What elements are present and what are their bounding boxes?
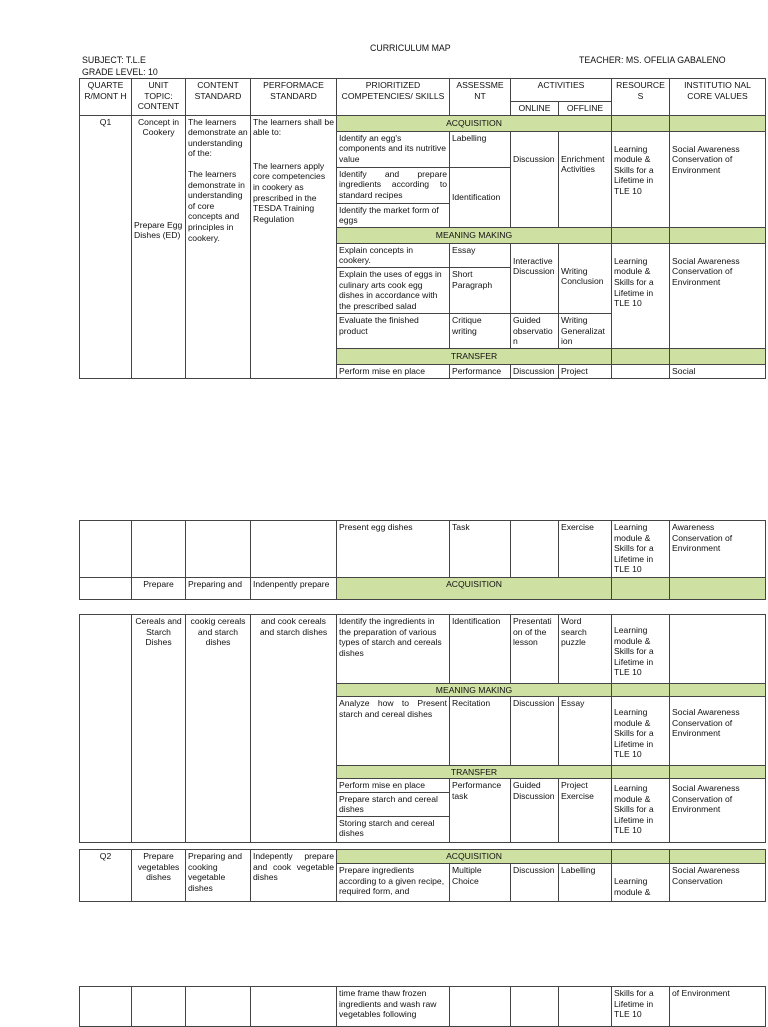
offline-activity-cell: Word search puzzle — [559, 615, 612, 684]
stage-band-fill — [670, 766, 766, 779]
stage-band-fill — [612, 227, 670, 243]
competency-cell: Storing starch and cereal dishes — [337, 816, 450, 842]
resources-cell — [612, 364, 670, 378]
core-values-cell: Social Awareness Conservation — [670, 864, 766, 902]
core-values-cell: Social Awareness Conservation of Environment — [670, 243, 766, 348]
col-header-assessment: ASSESSME NT — [450, 79, 511, 116]
assessment-cell: Critique writing — [450, 313, 511, 348]
resources-cell: Learning module & Skills for a Lifetime in TLE 10 — [612, 521, 670, 578]
stage-band-acquisition: ACQUISITION — [337, 115, 612, 131]
online-activity-cell — [511, 987, 559, 1027]
content-standard-cell: Preparing and — [186, 578, 251, 600]
col-header-competencies: PRIORITIZED COMPETENCIES/ SKILLS — [337, 79, 450, 116]
assessment-cell — [450, 987, 511, 1027]
grade-level-label: GRADE LEVEL: 10 — [82, 67, 158, 77]
online-activity-cell: Discussion — [511, 697, 559, 766]
col-header-quarter: QUARTE R/MONT H — [80, 79, 132, 116]
performance-standard-cell — [251, 115, 337, 378]
resources-cell: Learning module & Skills for a Lifetime in TLE 10 — [612, 779, 670, 843]
content-standard-cell — [186, 115, 251, 378]
teacher-label: TEACHER: MS. OFELIA GABALENO — [579, 55, 726, 65]
col-header-core-values: INSTITUTIO NAL CORE VALUES — [670, 79, 766, 116]
unit-topic-egg-dishes: Prepare Egg Dishes (ED) — [134, 219, 183, 241]
unit-topic-cell: Prepare vegetables dishes — [132, 850, 186, 902]
competency-cell: Identify the market form of eggs — [337, 203, 450, 227]
online-activity-cell — [511, 521, 559, 578]
col-header-performance-standard: PERFORMACE STANDARD — [251, 79, 337, 116]
stage-band-fill — [612, 766, 670, 779]
competency-cell: Explain concepts in cookery. — [337, 243, 450, 267]
assessment-cell: Recitation — [450, 697, 511, 766]
quarter-cell: Q1 — [80, 115, 132, 378]
content-standard-intro: The learners demonstrate an understanding of the: — [188, 116, 248, 159]
competency-cell: Identify the ingredients in the preparation of various types of starch and cereals dishes — [337, 615, 450, 684]
assessment-cell: Labelling — [450, 131, 511, 167]
col-header-offline: OFFLINE — [559, 102, 612, 116]
assessment-cell: Identification — [450, 615, 511, 684]
assessment-cell: Task — [450, 521, 511, 578]
assessment-cell: Multiple Choice — [450, 864, 511, 902]
assessment-cell: Performance task — [450, 779, 511, 843]
core-values-cell: Social Awareness Conservation of Environment — [670, 697, 766, 766]
stage-band-acquisition: ACQUISITION — [337, 850, 612, 864]
quarter-cell: Q2 — [80, 850, 132, 902]
competency-cell: time frame thaw frozen ingredients and wash raw vegetables following — [337, 987, 450, 1027]
competency-cell: Perform mise en place — [337, 364, 450, 378]
stage-band-fill — [612, 348, 670, 364]
stage-band-transfer: TRANSFER — [337, 348, 612, 364]
col-header-online: ONLINE — [511, 102, 559, 116]
stage-band-acquisition: ACQUISITION — [337, 578, 612, 600]
content-standard-body: The learners demonstrate in understanding of core concepts and principles in cookery. — [188, 168, 245, 243]
offline-activity-cell: Essay — [559, 697, 612, 766]
competency-cell: Identify an egg's components and its nutritive value — [337, 131, 450, 167]
online-activity-cell: Presentati on of the lesson — [511, 615, 559, 684]
stage-band-fill — [670, 684, 766, 697]
online-activity-cell: Discussion — [511, 364, 559, 378]
online-activity-cell: Interactive Discussion — [511, 243, 559, 313]
performance-standard-intro: The learners shall be able to: — [253, 116, 334, 138]
performance-standard-cell — [251, 521, 337, 578]
unit-topic-cell — [132, 115, 186, 378]
core-values-cell: Social — [670, 364, 766, 378]
offline-activity-cell: Writing Generalizat ion — [559, 313, 612, 348]
quarter-cell — [80, 987, 132, 1027]
assessment-cell: Essay — [450, 243, 511, 267]
unit-topic-cell — [132, 521, 186, 578]
curriculum-table-page3 — [79, 986, 766, 1027]
performance-standard-body: The learners apply core competencies in cookery as prescribed in the TESDA Training Regulation — [253, 160, 326, 224]
stage-band-fill — [612, 578, 670, 600]
performance-standard-cell: Indepently prepare and cook vegetable dishes — [251, 850, 337, 902]
competency-cell: Analyze how to Present starch and cereal dishes — [337, 697, 450, 766]
offline-activity-cell: Project — [559, 364, 612, 378]
resources-cell: Learning module & Skills for a Lifetime in TLE 10 — [612, 243, 670, 348]
offline-activity-cell: Project Exercise — [559, 779, 612, 843]
col-header-resources: RESOURCE S — [612, 79, 670, 116]
stage-band-fill — [612, 850, 670, 864]
assessment-cell: Short Paragraph — [450, 267, 511, 313]
curriculum-table-page2-main — [79, 614, 766, 843]
competency-cell: Prepare starch and cereal dishes — [337, 792, 450, 816]
stage-band-fill — [670, 578, 766, 600]
unit-topic-cell — [132, 987, 186, 1027]
assessment-cell: Performance — [450, 364, 511, 378]
curriculum-table-page1 — [79, 78, 766, 379]
offline-activity-cell: Enrichment Activities — [559, 131, 612, 227]
competency-cell: Present egg dishes — [337, 521, 450, 578]
performance-standard-cell: and cook cereals and starch dishes — [251, 615, 337, 843]
curriculum-table-page2-q2 — [79, 849, 766, 902]
content-standard-cell — [186, 521, 251, 578]
competency-cell: Explain the uses of eggs in culinary arts cook egg dishes in accordance with the prescribed salad — [337, 267, 450, 313]
unit-topic-cell: Cereals and Starch Dishes — [132, 615, 186, 843]
resources-cell: Skills for a Lifetime in TLE 10 — [612, 987, 670, 1027]
core-values-cell: of Environment — [670, 987, 766, 1027]
online-activity-cell: Guided Discussion — [511, 779, 559, 843]
stage-band-fill — [670, 227, 766, 243]
offline-activity-cell: Exercise — [559, 521, 612, 578]
unit-topic-concept: Concept in Cookery — [137, 116, 180, 138]
core-values-cell: Awareness Conservation of Environment — [670, 521, 766, 578]
offline-activity-cell — [559, 987, 612, 1027]
core-values-cell: Social Awareness Conservation of Environment — [670, 131, 766, 227]
competency-cell: Evaluate the finished product — [337, 313, 450, 348]
online-activity-cell: Discussion — [511, 864, 559, 902]
performance-standard-cell: Indenpently prepare — [251, 578, 337, 600]
quarter-cell — [80, 521, 132, 578]
quarter-cell — [80, 578, 132, 600]
competency-cell: Prepare ingredients according to a given recipe, required form, and — [337, 864, 450, 902]
offline-activity-cell: Writing Conclusion — [559, 243, 612, 313]
subject-label: SUBJECT: T.L.E — [82, 55, 146, 65]
stage-band-meaning-making: MEANING MAKING — [337, 684, 612, 697]
stage-band-meaning-making: MEANING MAKING — [337, 227, 612, 243]
stage-band-fill — [670, 348, 766, 364]
competency-cell: Identify and prepare ingredients according to standard recipes — [337, 167, 450, 203]
unit-topic-cell: Prepare — [132, 578, 186, 600]
online-activity-cell: Discussion — [511, 131, 559, 227]
stage-band-fill — [670, 850, 766, 864]
col-header-content-standard: CONTENT STANDARD — [186, 79, 251, 116]
col-header-unit-topic: UNIT TOPIC: CONTENT — [132, 79, 186, 116]
quarter-cell — [80, 615, 132, 843]
document-title: CURRICULUM MAP — [370, 43, 451, 53]
online-activity-cell: Guided observatio n — [511, 313, 559, 348]
resources-cell: Learning module & Skills for a Lifetime in TLE 10 — [612, 131, 670, 227]
core-values-cell: Social Awareness Conservation of Environment — [670, 779, 766, 843]
col-header-activities: ACTIVITIES — [511, 79, 612, 102]
content-standard-cell: Preparing and cooking vegetable dishes — [186, 850, 251, 902]
stage-band-fill — [612, 115, 670, 131]
resources-cell: Learning module & Skills for a Lifetime in TLE 10 — [612, 615, 670, 684]
curriculum-table-page2-top — [79, 520, 766, 600]
resources-cell: Learning module & Skills for a Lifetime in TLE 10 — [612, 697, 670, 766]
stage-band-transfer: TRANSFER — [337, 766, 612, 779]
competency-cell: Perform mise en place — [337, 779, 450, 793]
stage-band-fill — [612, 684, 670, 697]
assessment-cell: Identification — [450, 167, 511, 227]
stage-band-fill — [670, 115, 766, 131]
resources-cell: Learning module & — [612, 864, 670, 902]
content-standard-cell: cookig cereals and starch dishes — [186, 615, 251, 843]
core-values-cell — [670, 615, 766, 684]
content-standard-cell — [186, 987, 251, 1027]
offline-activity-cell: Labelling — [559, 864, 612, 902]
performance-standard-cell — [251, 987, 337, 1027]
